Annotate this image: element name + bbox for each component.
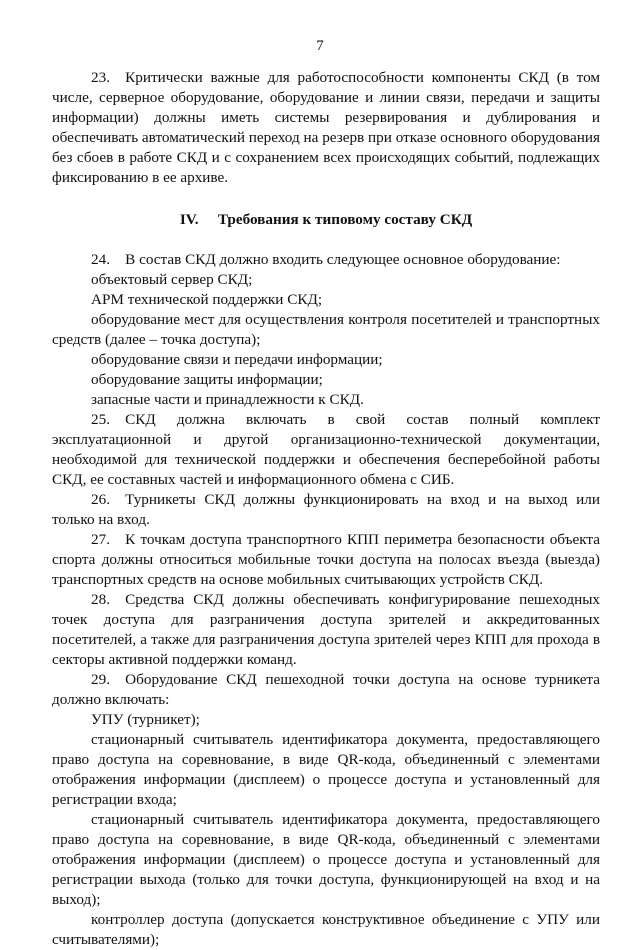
paragraph-26: 26. Турникеты СКД должны функционировать на вход и на выход или только на вход. xyxy=(52,491,600,528)
paragraph-28: 28. Средства СКД должны обеспечивать конфигурирование пешеходных точек доступа для разграничения доступа зрителей и аккредитованных посетителей, а также для разграничения доступа зрителей через КПП для прохода в секторы активной поддержки команд. xyxy=(52,591,600,668)
list-item: оборудование мест для осуществления контроля посетителей и транспортных средств (далее – точка доступа); xyxy=(52,311,600,348)
section-heading xyxy=(52,210,600,230)
list-item: объектовый сервер СКД; xyxy=(91,271,253,288)
paragraph-25: 25. СКД должна включать в свой состав полный комплект эксплуатационной и другой организационно-технической документации, необходимой для технической поддержки и обеспечения бесперебойной работы СКД, ее составных частей и информационного обмена с СИБ. xyxy=(52,411,600,488)
list-item: АРМ технической поддержки СКД; xyxy=(91,291,323,308)
list-item: УПУ (турникет); xyxy=(91,711,200,728)
section-number: IV. xyxy=(179,211,199,228)
document-body xyxy=(52,68,600,950)
page-number: 7 xyxy=(316,38,324,54)
list-item: оборудование связи и передачи информации; xyxy=(91,351,383,368)
list-item: запасные части и принадлежности к СКД. xyxy=(91,391,364,408)
paragraph-24-intro: 24. В состав СКД должно входить следующее основное оборудование: xyxy=(91,251,561,268)
list-item: стационарный считыватель идентификатора документа, предоставляющего право доступа на соревнование, в виде QR-кода, объединенный с элементами отображения информации (дисплеем) о процессе доступа и установленный для регистрации входа; xyxy=(52,731,600,808)
paragraph-23: 23. Критически важные для работоспособности компоненты СКД (в том числе, серверное оборудование, оборудование и линии связи, передачи и защиты информации) должны иметь системы резервирования и дублирования и обеспечивать автоматический переход на резерв при отказе основного оборудования без сбоев в работе СКД и с сохранением всех происходящих событий, подлежащих фиксированию в ее архиве. xyxy=(52,69,600,186)
paragraph-27: 27. К точкам доступа транспортного КПП периметра безопасности объекта спорта должны относиться мобильные точки доступа на полосах въезда (выезда) транспортных средств на основе мобильных считывающих устройств СКД. xyxy=(52,531,600,588)
list-item: оборудование защиты информации; xyxy=(91,371,323,388)
list-item: стационарный считыватель идентификатора документа, предоставляющего право доступа на соревнование, в виде QR-кода, объединенный с элементами отображения информации (дисплеем) о процессе доступа и установленный для регистрации выхода (только для точки доступа, функционирующей на вход и на выход); xyxy=(52,811,600,908)
paragraph-29-intro: 29. Оборудование СКД пешеходной точки доступа на основе турникета должно включать: xyxy=(52,671,600,708)
section-title: Требования к типовому составу СКД xyxy=(217,211,473,228)
list-item: контроллер доступа (допускается конструктивное объединение с УПУ или считывателями); xyxy=(52,911,600,948)
